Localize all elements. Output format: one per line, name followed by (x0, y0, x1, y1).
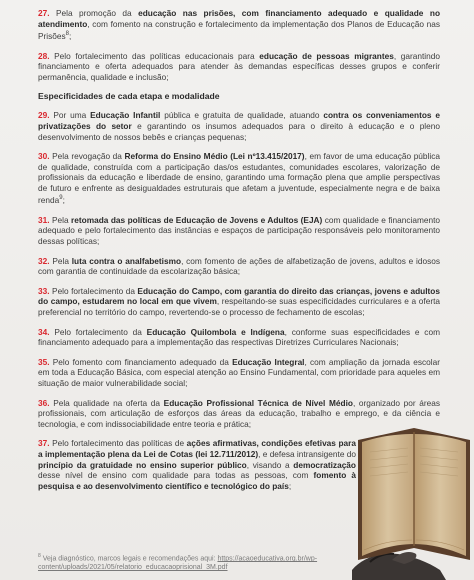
item-30: 30. Pela revogação da Reforma do Ensino Médio (Lei nº13.415/2017), em favor de uma educação pública de qualidade, construída com a participação das/os estudantes, comunidades escolares, valorização de profissionais da educação e liberdade de ensino, garantindo uma formação plena que amplie perspectivas de futuro e enfrente as desigualdades estruturais que afetam a juventude, especialmente negra e de baixa renda$^9$; (38, 151, 440, 206)
item-number: 35. (38, 356, 50, 367)
footnote: $^8$ Veja diagnóstico, marcos legais e recomendações aqui: https://acaoeducativa.org.br/wp-content/uploads/2021/05/relatorio_educacaoprisional_3M.pdf (38, 553, 318, 572)
item-35: 35. Pelo fomento com financiamento adequado da Educação Integral, com ampliação da jornada escolar em toda a Educação Básica, com especial atenção ao Ensino Fundamental, com prioridade para aqueles em situação de maior vulnerabilidade social; (38, 356, 440, 388)
item-36: 36. Pela qualidade na oferta da Educação Profissional Técnica de Nível Médio, organizado por áreas profissionais, com articulação de esforços das áreas da educação, trabalho e emprego, e da ciência e tecnologia, e com indissociabilidade entre teoria e prática; (38, 397, 440, 429)
item-number: 34. (38, 326, 50, 337)
item-number: 32. (38, 255, 50, 266)
item-34: 34. Pelo fortalecimento da Educação Quilombola e Indígena, conforme suas especificidades e com financiamento adequado para a implementação das respectivas Diretrizes Curriculares Nacionais; (38, 326, 440, 348)
item-number: 28. (38, 50, 50, 61)
item-32: 32. Pela luta contra o analfabetismo, com fomento de ações de alfabetização de jovens, adultos e idosos com garantia de continuidade da escolarização básica; (38, 255, 441, 277)
item-number: 30. (38, 151, 50, 162)
item-33: 33. Pelo fortalecimento da Educação do Campo, com garantia do direito das crianças, jovens e adultos do campo, estudarem no local em que vivem, respeitando-se suas especificidades curriculares e a oferta preferencial no território do campo, revertendo-se o processo de fechamento de escolas; (38, 285, 440, 317)
item-number: 29. (38, 110, 50, 121)
item-number: 31. (38, 214, 50, 225)
item-number: 37. (38, 438, 50, 449)
item-27: 27. Pela promoção da educação nas prisões, com financiamento adequado e qualidade no atendimento, com fomento na construção e fortalecimento da implementação dos Planos de Educação nas Prisões$^8$; (38, 8, 441, 41)
item-28: 28. Pelo fortalecimento das políticas educacionais para educação de pessoas migrantes, garantindo financiamento e oferta adequados para atender às demandas específicas desses grupos e conferir permanência, qualidade e inclusão; (38, 50, 440, 82)
item-number: 36. (38, 397, 50, 408)
footnote-marker[interactable]: 8 (65, 31, 70, 38)
item-31: 31. Pela retomada das políticas de Educação de Jovens e Adultos (EJA) com qualidade e financiamento adequado e pelo fortalecimento das instâncias e espaços de participação responsáveis pelo monitoramento dessas políticas; (38, 214, 441, 247)
footnote-marker[interactable]: 9 (59, 195, 63, 202)
footnote-link[interactable]: https://acaoeducativa.org.br/wp-content/uploads/2021/05/relatorio_educacaoprisional_3M.pdf (38, 555, 318, 572)
item-number: 33. (38, 285, 50, 296)
item-number: 27. (38, 8, 50, 18)
item-37: 37. Pelo fortalecimento das políticas de ações afirmativas, condições efetivas para a implementação plena da Lei de Cotas (lei 12.711/2012), e defesa intransigente do princípio da gratuidade no ensino superior público, visando a democratização desse nível de ensino com qualidade para todas as pessoas, com fomento à pesquisa e ao desenvolvimento científico e tecnológico do país; (38, 438, 356, 491)
open-book-image (352, 420, 474, 580)
item-29: 29. Por uma Educação Infantil pública e gratuita de qualidade, atuando contra os conveniamentos e privatizações do setor e garantindo os insumos adequados para o direito à educação e o pleno desenvolvimento de nossos bebês e crianças pequenas; (38, 110, 440, 142)
section-heading: Especificidades de cada etapa e modalidade (38, 91, 220, 102)
